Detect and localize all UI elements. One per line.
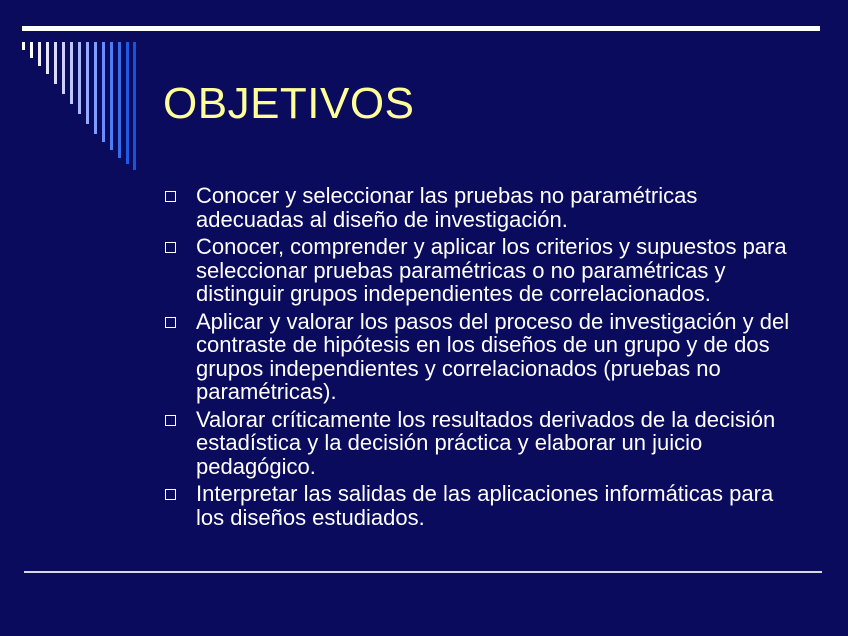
list-item-text: Conocer y seleccionar las pruebas no paramétricas adecuadas al diseño de investigación. <box>196 183 698 232</box>
decorative-stripes <box>0 0 150 180</box>
list-item-text: Interpretar las salidas de las aplicaciones informáticas para los diseños estudiados. <box>196 481 774 530</box>
square-bullet-icon <box>165 242 176 253</box>
square-bullet-icon <box>165 489 176 500</box>
square-bullet-icon <box>165 191 176 202</box>
list-item <box>163 184 803 231</box>
square-bullet-icon <box>165 415 176 426</box>
list-item-text: Valorar críticamente los resultados derivados de la decisión estadística y la decisión práctica y elaborar un juicio pedagógico. <box>196 406 776 479</box>
bottom-rule <box>24 571 822 573</box>
list-item-text: Conocer, comprender y aplicar los criterios y supuestos para seleccionar pruebas paramétricas o no paramétricas y distinguir grupos independientes de correlacionados. <box>196 234 787 306</box>
list-item <box>163 235 803 306</box>
stripe-group <box>22 42 136 170</box>
square-bullet-icon <box>165 317 176 328</box>
slide-title: OBJETIVOS <box>163 79 415 128</box>
objectives-list <box>163 184 803 533</box>
list-item <box>163 310 803 404</box>
list-item <box>163 408 803 479</box>
list-item-text: Aplicar y valorar los pasos del proceso de investigación y del contraste de hipótesis en los diseños de un grupo y de dos grupos independientes y correlacionados (pruebas no paramétricas). <box>196 308 790 404</box>
list-item <box>163 482 803 529</box>
